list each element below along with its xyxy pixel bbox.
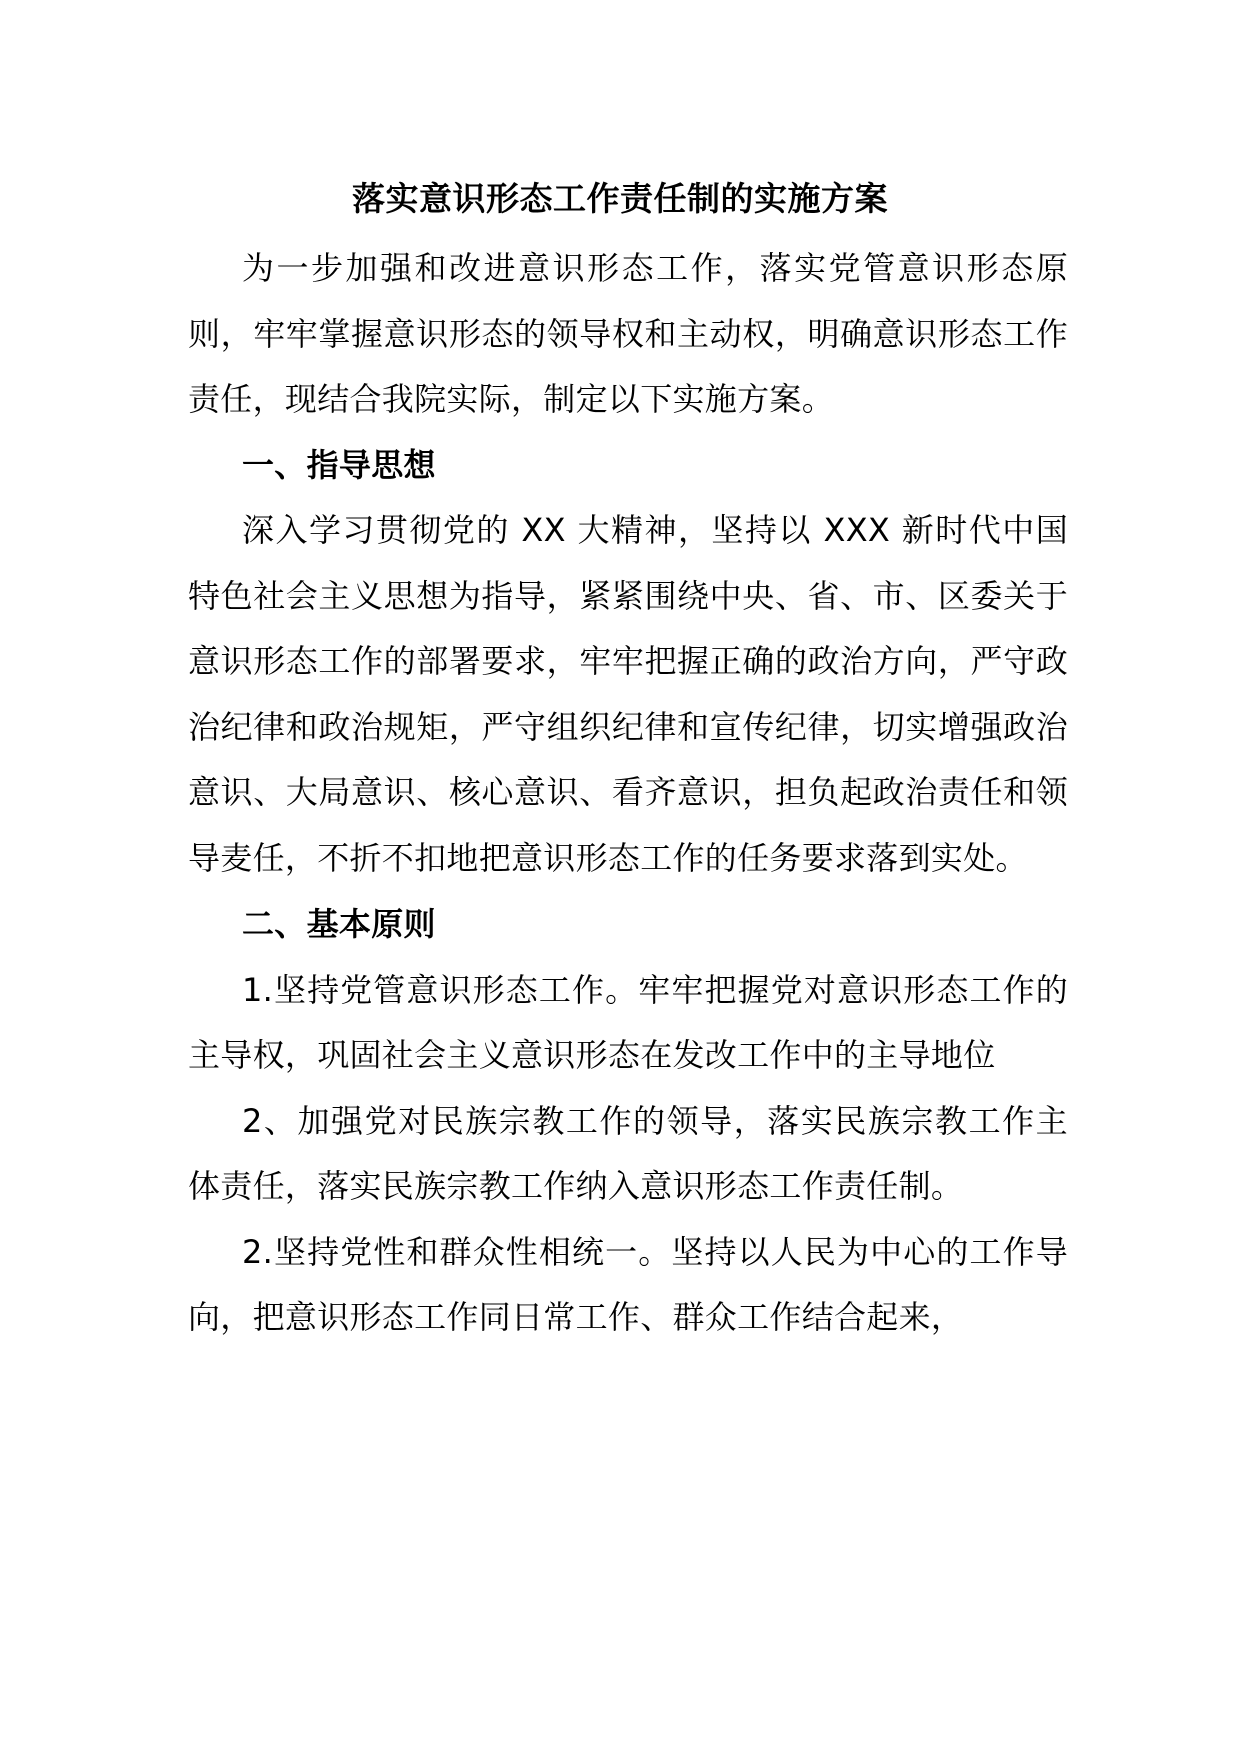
principle-item-2: 2、加强党对民族宗教工作的领导，落实民族宗教工作主体责任，落实民族宗教工作纳入意识形态工作责任制。 <box>188 1101 1068 1205</box>
document-title: 落实意识形态工作责任制的实施方案 <box>352 179 888 218</box>
section-heading-basic-principles: 二、基本原则 <box>242 905 436 943</box>
principle-item-1: 1.坚持党管意识形态工作。牢牢把握党对意识形态工作的主导权，巩固社会主义意识形态在发改工作中的主导地位 <box>188 970 1068 1074</box>
document-body <box>188 236 1068 1351</box>
principle-item-3: 2.坚持党性和群众性相统一。坚持以人民为中心的工作导向，把意识形态工作同日常工作、群众工作结合起来， <box>188 1232 1068 1336</box>
section-heading-guiding-thought: 一、指导思想 <box>242 445 436 484</box>
intro-paragraph: 为一步加强和改进意识形态工作，落实党管意识形态原则，牢牢掌握意识形态的领导权和主动权，明确意识形态工作责任，现结合我院实际，制定以下实施方案。 <box>188 249 1068 418</box>
guiding-thought-paragraph: 深入学习贯彻党的 XX 大精神，坚持以 XXX 新时代中国特色社会主义思想为指导，紧紧围绕中央、省、市、区委关于意识形态工作的部署要求，牢牢把握正确的政治方向，严守政治纪律和政治规矩，严守组织纪律和宣传纪律，切实增强政治意识、大局意识、核心意识、看齐意识，担负起政治责任和领导麦任，不折不扣地把意识形态工作的任务要求落到实处。 <box>188 511 1068 877</box>
